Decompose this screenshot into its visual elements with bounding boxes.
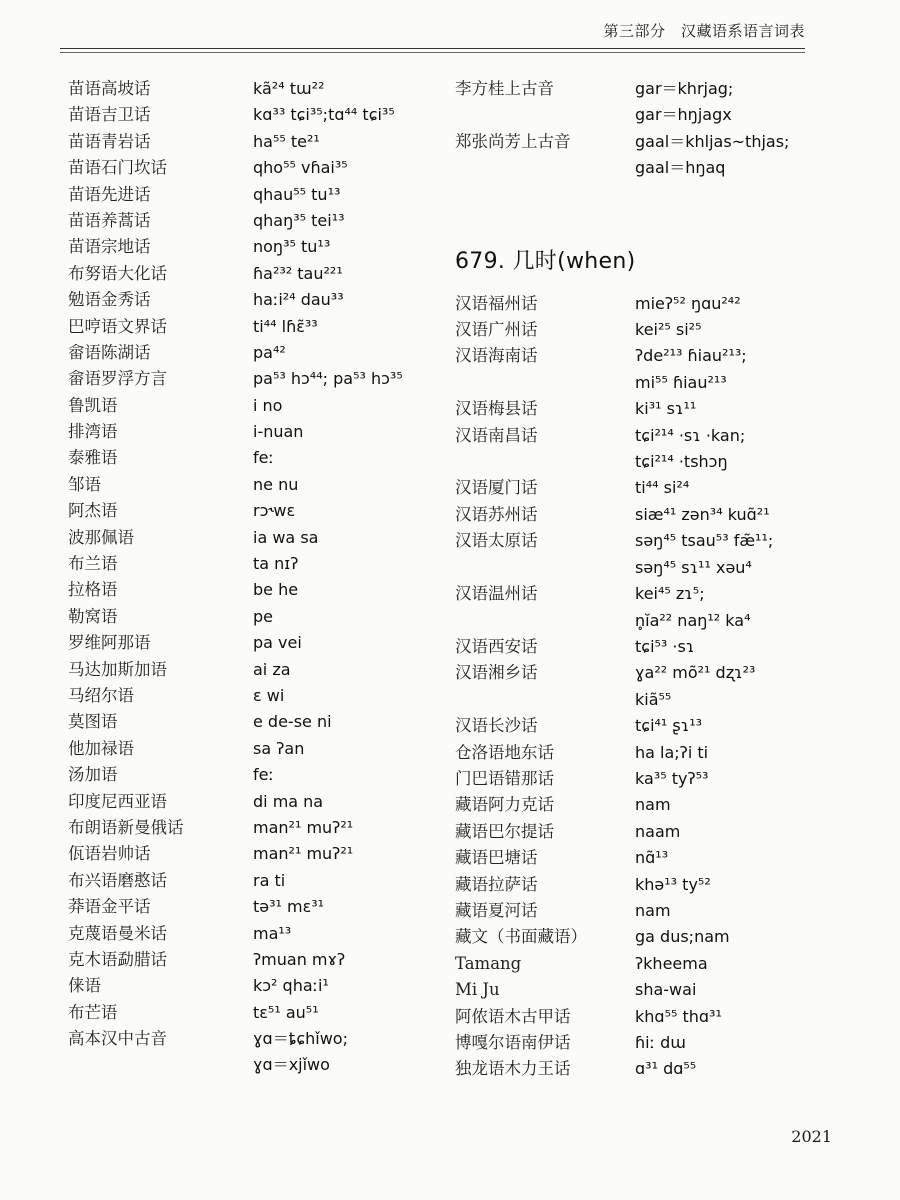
word-entry (455, 291, 815, 317)
language-name: 汉语湘乡话 (455, 663, 538, 683)
language-name: 汉语长沙话 (455, 716, 538, 736)
word-form: ʔmuan mɤʔ (253, 949, 346, 969)
word-form: kɔ² qhaːi¹ (253, 976, 329, 996)
word-entry (58, 973, 448, 999)
right-entries (455, 291, 815, 1083)
word-forms (635, 845, 668, 871)
language-name: 汉语南昌话 (455, 425, 538, 445)
word-entry (58, 525, 448, 551)
word-form: səŋ⁴⁵ tsau⁵³ fæ̃¹¹; (635, 531, 774, 551)
word-entry (455, 581, 815, 634)
language-name: 苗语高坡话 (68, 79, 151, 98)
word-form: ia wa sa (253, 527, 319, 547)
language-name: 波那佩语 (68, 527, 134, 547)
word-form: qho⁵⁵ vɦai³⁵ (253, 158, 348, 178)
word-form: ra ti (253, 870, 286, 890)
word-forms (635, 872, 711, 898)
word-form: khɑ⁵⁵ thɑ³¹ (635, 1006, 722, 1026)
language-name: 拉格语 (68, 580, 118, 600)
word-entry (455, 1030, 815, 1056)
language-name: 独龙语木力王话 (455, 1059, 571, 1079)
language-name: 克木语勐腊话 (68, 949, 167, 969)
word-form: ɑ³¹ dɑ⁵⁵ (635, 1059, 697, 1079)
word-entry (455, 528, 815, 581)
word-entry (455, 1056, 815, 1082)
word-entry (455, 898, 815, 924)
language-name: 苗语养蒿话 (68, 210, 151, 230)
word-forms (635, 924, 730, 950)
word-form: pa vei (253, 633, 302, 653)
word-form: kei⁴⁵ zɿ⁵; (635, 584, 705, 604)
word-entry (58, 314, 448, 340)
word-entry (58, 155, 448, 181)
word-forms (635, 898, 671, 924)
language-name: 藏语夏河话 (455, 900, 538, 920)
right-column (455, 76, 815, 1083)
page-number: 2021 (791, 1127, 832, 1146)
header-rule (60, 48, 805, 49)
word-forms (635, 977, 696, 1003)
word-form: rɔ˞wɛ (253, 501, 296, 521)
word-entry (58, 815, 448, 841)
word-form: nam (635, 795, 671, 815)
word-entry (58, 604, 448, 630)
word-forms (635, 634, 694, 660)
word-form: kei²⁵ si²⁵ (635, 320, 702, 340)
word-form: pa⁵³ hɔ⁴⁴; pa⁵³ hɔ³⁵ (253, 369, 403, 389)
word-entry (58, 498, 448, 524)
word-form: ʔkheema (635, 953, 708, 973)
word-entry (58, 102, 448, 128)
language-name: 莽语金平话 (68, 897, 151, 917)
word-form: ha la;ʔi ti (635, 742, 709, 762)
language-name: 门巴语错那话 (455, 768, 554, 788)
word-form: ɛ wi (253, 685, 285, 705)
word-forms (635, 475, 689, 501)
word-form: gaal＝hŋaq (635, 158, 726, 178)
word-entry (58, 921, 448, 947)
word-entry (455, 423, 815, 476)
word-forms (635, 343, 747, 396)
word-entry (58, 182, 448, 208)
word-entry (58, 261, 448, 287)
word-entry (455, 129, 815, 182)
word-form: tɕi⁵³ ·sɿ (635, 636, 695, 656)
language-name: 布兴语磨憨话 (68, 870, 167, 890)
language-name: 马达加斯加语 (68, 659, 167, 679)
word-entry (58, 709, 448, 735)
word-form: ha⁵⁵ te²¹ (253, 131, 320, 151)
word-form: ɣɑ＝xjǐwo (253, 1055, 330, 1075)
word-form: ma¹³ (253, 923, 292, 943)
word-forms (635, 819, 680, 845)
language-name: 布兰语 (68, 554, 118, 574)
language-name: 克蔑语曼米话 (68, 923, 167, 943)
language-name: 莫图语 (68, 712, 118, 732)
word-form: n̥ĭa²² naŋ¹² ka⁴ (635, 610, 751, 630)
word-form: səŋ⁴⁵ sɿ¹¹ xəu⁴ (635, 557, 752, 577)
word-form: ti⁴⁴ si²⁴ (635, 478, 690, 498)
word-form: gaal＝khljas~thjas; (635, 131, 790, 151)
word-form: man²¹ muʔ²¹ (253, 817, 354, 837)
word-entry (455, 660, 815, 713)
word-forms (635, 713, 702, 739)
word-form: pe (253, 606, 273, 626)
word-entry (58, 419, 448, 445)
language-name: 俫语 (68, 976, 101, 996)
word-forms (635, 740, 708, 766)
word-forms (635, 766, 708, 792)
word-entry (58, 551, 448, 577)
word-forms (635, 76, 733, 129)
word-entry (58, 683, 448, 709)
word-form: khə¹³ ty⁵² (635, 874, 711, 894)
language-name: 排湾语 (68, 422, 118, 442)
word-entry (58, 841, 448, 867)
word-form: kã²⁴ tɯ²² (253, 79, 325, 98)
language-name: 博嘎尔语南伊话 (455, 1033, 571, 1052)
language-name: 仓洛语地东话 (455, 742, 554, 762)
language-name: 藏文（书面藏语） (455, 927, 587, 947)
word-form: ʔde²¹³ ɦiau²¹³; (635, 346, 747, 366)
language-name: 汉语苏州话 (455, 504, 538, 524)
language-name: 汉语太原话 (455, 531, 538, 551)
word-entry (58, 762, 448, 788)
word-forms (635, 1030, 686, 1056)
word-forms (635, 581, 751, 634)
word-form: man²¹ muʔ²¹ (253, 844, 354, 864)
word-entry (455, 872, 815, 898)
word-entry (58, 577, 448, 603)
language-name: 布芒语 (68, 1002, 118, 1022)
section-title: 679. 几时(when) (455, 248, 636, 274)
word-forms (635, 792, 671, 818)
word-form: nam (635, 900, 671, 920)
language-name: 汉语西安话 (455, 636, 538, 656)
language-name: 勉语金秀话 (68, 290, 151, 310)
word-entry (455, 951, 815, 977)
word-form: tə³¹ mɛ³¹ (253, 897, 325, 917)
word-form: ɣɑ＝ȶɕhǐwo; (253, 1029, 348, 1049)
language-name: 阿侬语木古甲话 (455, 1006, 571, 1026)
word-forms (635, 502, 770, 528)
word-form: i no (253, 395, 283, 415)
word-form: pa⁴² (253, 342, 286, 362)
word-entry (58, 287, 448, 313)
word-entry (58, 129, 448, 155)
word-form: ka³⁵ tyʔ⁵³ (635, 768, 709, 788)
word-form: ɦa²³² tau²²¹ (253, 263, 343, 283)
language-name: 汉语温州话 (455, 584, 538, 604)
word-form: ɦiː dɯ (635, 1033, 686, 1052)
language-name: 罗维阿那语 (68, 633, 151, 653)
word-entry (58, 657, 448, 683)
word-forms (635, 291, 741, 317)
word-form: mieʔ⁵² ŋɑu²⁴² (635, 293, 741, 313)
word-form: tɕi⁴¹ ʂɿ¹³ (635, 716, 703, 736)
word-form: qhau⁵⁵ tu¹³ (253, 184, 341, 204)
word-entry (455, 977, 815, 1003)
word-form: qhaŋ³⁵ tei¹³ (253, 210, 345, 230)
language-name: Tamang (455, 953, 522, 973)
word-entry (58, 76, 448, 102)
word-forms (635, 660, 755, 713)
language-name: 苗语石门坎话 (68, 158, 167, 178)
language-name: 巴哼语文界话 (68, 316, 167, 336)
word-form: be he (253, 580, 299, 600)
word-entry (58, 340, 448, 366)
language-name: 藏语巴尔提话 (455, 821, 554, 841)
word-form: mi⁵⁵ ɦiau²¹³ (635, 372, 727, 392)
word-forms (635, 951, 708, 977)
word-form: naam (635, 821, 681, 841)
word-form: ga dus;nam (635, 927, 730, 947)
word-entry (58, 789, 448, 815)
word-entry (455, 924, 815, 950)
word-entry (455, 502, 815, 528)
word-form: ai za (253, 659, 291, 679)
language-name: 邹语 (68, 474, 101, 494)
word-form: ne nu (253, 474, 299, 494)
word-entry (455, 475, 815, 501)
word-form: siæ⁴¹ zən³⁴ kuɑ̃²¹ (635, 504, 770, 524)
word-entry (58, 736, 448, 762)
word-entry (58, 234, 448, 260)
word-form: i-nuan (253, 422, 304, 442)
language-name: 佤语岩帅话 (68, 844, 151, 864)
word-entry (455, 713, 815, 739)
word-form: feː (253, 448, 274, 468)
word-form: nɑ̃¹³ (635, 848, 669, 868)
word-form: ɣa²² mõ²¹ dʐɿ²³ (635, 663, 756, 683)
word-forms (635, 423, 745, 476)
language-name: 郑张尚芳上古音 (455, 131, 571, 151)
word-entry (58, 393, 448, 419)
word-form: ki³¹ sɿ¹¹ (635, 399, 697, 419)
word-form: feː (253, 765, 274, 785)
language-name: Mi Ju (455, 980, 500, 1000)
language-name: 苗语宗地话 (68, 237, 151, 257)
word-form: tɕi²¹⁴ ·tshɔŋ (635, 452, 728, 472)
word-form: tɛ⁵¹ au⁵¹ (253, 1002, 319, 1022)
word-form: e de-se ni (253, 712, 332, 732)
word-form: sa ʔan (253, 738, 305, 758)
language-name: 勒窝语 (68, 606, 118, 626)
language-name: 汉语广州话 (455, 320, 538, 340)
word-entry (455, 396, 815, 422)
word-entry (58, 1052, 448, 1078)
word-entry (455, 343, 815, 396)
word-forms (635, 1004, 722, 1030)
word-forms (635, 317, 702, 343)
word-entry (455, 766, 815, 792)
word-entry (58, 208, 448, 234)
language-name: 鲁凯语 (68, 395, 118, 415)
word-entry (455, 1004, 815, 1030)
language-name: 布朗语新曼俄话 (68, 817, 184, 837)
language-name: 畲语罗浮方言 (68, 369, 167, 389)
language-name: 汉语梅县话 (455, 399, 538, 419)
running-header: 第三部分 汉藏语系语言词表 (603, 22, 805, 40)
word-entry (455, 76, 815, 129)
language-name: 印度尼西亚语 (68, 791, 167, 811)
word-entry (455, 792, 815, 818)
word-entry (455, 317, 815, 343)
word-entry (58, 445, 448, 471)
word-form: noŋ³⁵ tu¹³ (253, 237, 331, 257)
word-forms (635, 129, 789, 182)
word-entry (455, 845, 815, 871)
word-entry (58, 1000, 448, 1026)
language-name: 高本汉中古音 (68, 1029, 167, 1049)
language-name: 藏语拉萨话 (455, 874, 538, 894)
word-forms (635, 1056, 696, 1082)
word-entry (455, 740, 815, 766)
language-name: 苗语青岩话 (68, 131, 151, 151)
word-form: kiã⁵⁵ (635, 689, 672, 709)
language-name: 藏语巴塘话 (455, 848, 538, 868)
word-form: sha-wai (635, 980, 697, 1000)
word-form: gar＝khrjag; (635, 79, 734, 98)
language-name: 泰雅语 (68, 448, 118, 468)
right-top-entries (455, 76, 815, 182)
word-form: kɑ³³ tɕi³⁵;tɑ⁴⁴ tɕi³⁵ (253, 105, 395, 125)
language-name: 汉语福州话 (455, 293, 538, 313)
language-name: 布努语大化话 (68, 263, 167, 283)
word-form: ta nɪʔ (253, 554, 299, 574)
language-name: 阿杰语 (68, 501, 118, 521)
language-name: 藏语阿力克话 (455, 795, 554, 815)
language-name: 李方桂上古音 (455, 79, 554, 98)
word-form: gar＝hŋjagx (635, 105, 732, 125)
word-entry (58, 868, 448, 894)
language-name: 汉语厦门话 (455, 478, 538, 498)
word-entry (455, 819, 815, 845)
language-name: 他加禄语 (68, 738, 134, 758)
word-form: haːi²⁴ dau³³ (253, 290, 344, 310)
left-column (58, 76, 448, 1079)
language-name: 苗语吉卫话 (68, 105, 151, 125)
word-entry (58, 894, 448, 920)
word-entry (58, 630, 448, 656)
word-entry (58, 947, 448, 973)
word-entry (58, 1026, 448, 1052)
header-rule-thin (60, 52, 805, 53)
language-name: 马绍尔语 (68, 685, 134, 705)
word-entry (455, 634, 815, 660)
language-name: 苗语先进话 (68, 184, 151, 204)
word-form: di ma na (253, 791, 324, 811)
word-forms (635, 396, 696, 422)
word-entry (58, 472, 448, 498)
language-name: 汉语海南话 (455, 346, 538, 366)
word-form: tɕi²¹⁴ ·sɿ ·kan; (635, 425, 746, 445)
language-name: 畲语陈湖话 (68, 342, 151, 362)
word-form: ti⁴⁴ lɦɛ̃³³ (253, 316, 318, 336)
language-name: 汤加语 (68, 765, 118, 785)
word-forms (635, 528, 773, 581)
word-entry (58, 366, 448, 392)
